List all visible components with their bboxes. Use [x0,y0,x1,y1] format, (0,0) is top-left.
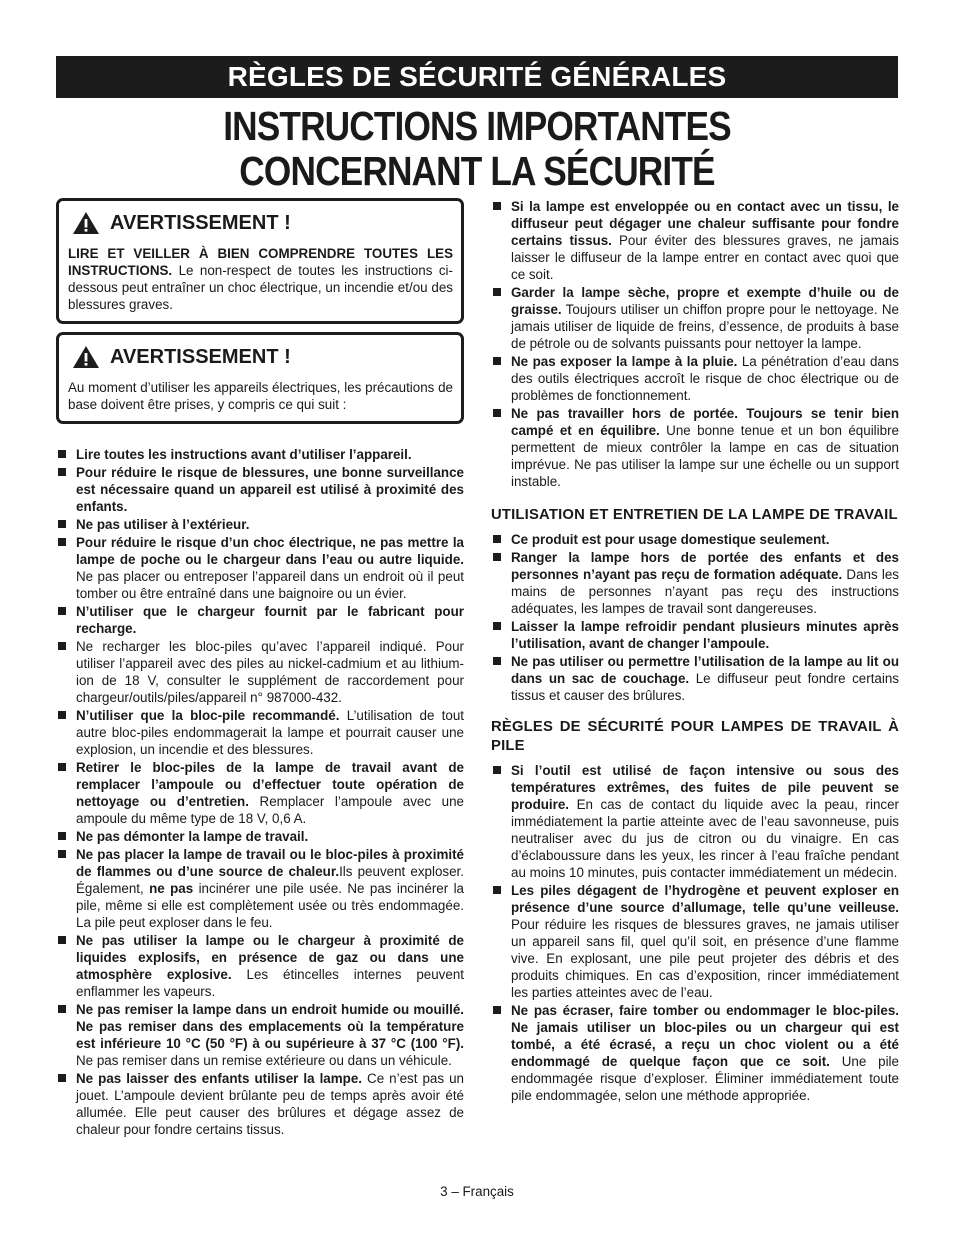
warning-text: Au moment d’utiliser les appareils électriques, les précautions de base doivent être prises, y compris ce qui suit : [68,380,453,412]
warning-heading-text: AVERTISSEMENT ! [110,346,291,368]
list-item: Si la lampe est enveloppée ou en contact avec un tissu, le diffuseur peut dégager une chaleur suffisante pour fondre certains tissus. Pour éviter des blessures graves, ne jamais laisser le diffuseur de la lampe entrer en contact avec quoi que ce soit. [491,198,899,283]
list-item: Si l’outil est utilisé de façon intensive ou sous des températures extrêmes, des fuites de pile peuvent se produire. En cas de contact du liquide avec la peau, rincer immédiatement la partie atteinte avec de l’eau savonneuse, puis neutraliser avec du jus de citron ou du vinaigre. En cas d’éclaboussure dans les yeux, les rincer à l’eau fraîche pendant au moins 10 minutes, puis contacter immédiatement un médecin. [491,762,899,881]
list-item: Ne pas utiliser ou permettre l’utilisation de la lampe au lit ou dans un sac de couchage. Le diffuseur peut fondre certains tissus et causer des brûlures. [491,653,899,704]
list-item: Ne pas utiliser à l’extérieur. [56,516,464,533]
list-item: N’utiliser que la bloc-pile recommandé. L’utilisation de tout autre bloc-piles endommagerait la lampe et pourrait causer une explosion, un incendie et des blessures. [56,707,464,758]
left-column [56,198,464,1139]
list-item: Laisser la lampe refroidir pendant plusieurs minutes après l’utilisation, avant de changer l’ampoule. [491,618,899,652]
warning-box-1 [56,198,464,324]
warning-heading [72,211,453,235]
warning-heading-text: AVERTISSEMENT ! [110,212,291,234]
list-item: Pour réduire le risque de blessures, une bonne surveillance est nécessaire quand un appareil est utilisé à proximité des enfants. [56,464,464,515]
title-line-1: INSTRUCTIONS IMPORTANTES [223,103,731,149]
list-item: Retirer le bloc-piles de la lampe de travail avant de remplacer l’ampoule ou d’effectuer toute opération de nettoyage ou d’entretien. Remplacer l’ampoule avec une ampoule du même type de 18 V, 0,6 A. [56,759,464,827]
left-bullet-list [56,446,464,1138]
section-heading-battery: RÈGLES DE SÉCURITÉ POUR LAMPES DE TRAVAIL À PILE [491,719,899,754]
warning-text [68,245,453,313]
right-bullet-list [491,198,899,490]
list-item: Pour réduire le risque d’un choc électrique, ne pas mettre la lampe de poche ou le chargeur dans l’eau ou autre liquide. Ne pas placer ou entreposer l’appareil dans un endroit où il peut tomber ou être entraîné dans une baignoire ou un évier. [56,534,464,602]
list-item: Ranger la lampe hors de portée des enfants et des personnes n’ayant pas reçu de formation adéquate. Dans les mains de personnes n’ayant pas reçu des instructions adéquates, les lampes de travail sont dangereuses. [491,549,899,617]
section-banner: RÈGLES DE SÉCURITÉ GÉNÉRALES [56,56,898,98]
list-item: Ne pas écraser, faire tomber ou endommager le bloc-piles. Ne jamais utiliser un bloc-piles ou un chargeur qui est tombé, a été écrasé, a reçu un choc violent ou a été endommagé de quelque façon que ce soit. Une pile endommagée risque d’exploser. Éliminer immédiatement toute pile endommagée, selon une méthode appropriée. [491,1002,899,1104]
use-bullet-list [491,531,899,704]
warning-body-text: Le non-respect de toutes les instructions ci-dessous peut entraîner un choc électrique, un incendie et/ou des blessures graves. [68,263,453,312]
list-item: Ne pas placer la lampe de travail ou le bloc-piles à proximité de flammes ou d’une source de chaleur.Ils peuvent exploser. Également, ne pas incinérer une pile usée. Ne pas incinérer la pile, même si elle est complètement usée ou très endommagée. La pile peut exploser dans le feu. [56,846,464,931]
list-item: Ne pas utiliser la lampe ou le chargeur à proximité de liquides explosifs, en présence de gaz ou dans une atmosphère explosive. Les étincelles internes peuvent enflammer les vapeurs. [56,932,464,1000]
warning-bold-text: LIRE ET VEILLER À BIEN COMPRENDRE TOUTES LES INSTRUCTIONS. [68,246,453,278]
list-item: Ce produit est pour usage domestique seulement. [491,531,899,548]
list-item: Ne pas exposer la lampe à la pluie. La pénétration d’eau dans des outils électriques accroît le risque de choc électrique ou de problèmes de fonctionnement. [491,353,899,404]
right-column [491,198,899,1105]
list-item: Les piles dégagent de l’hydrogène et peuvent exploser en présence d’une source d’allumage, telle qu’une veilleuse. Pour réduire les risques de blessures graves, ne jamais utiliser un appareil sans fil, quel qu’il soit, en présence d’une flamme vive. En explosant, une pile peut projeter des débris et des produits chimiques. En cas d’exposition, rincer immédiatement les parties atteintes avec de l’eau. [491,882,899,1001]
list-item: Lire toutes les instructions avant d’utiliser l’appareil. [56,446,464,463]
title-line-2: CONCERNANT LA SÉCURITÉ [239,148,715,194]
list-item: Ne pas travailler hors de portée. Toujours se tenir bien campé et en équilibre. Une bonne tenue et un bon équilibre permettent de mieux contrôler la lampe en cas de situation imprévue. Ne pas utiliser la lampe sur une échelle ou un support instable. [491,405,899,490]
warning-heading [72,345,453,369]
list-item: Ne pas démonter la lampe de travail. [56,828,464,845]
warning-triangle-icon [72,211,100,235]
list-item: Ne recharger les bloc-piles qu’avec l’appareil indiqué. Pour utiliser l’appareil avec des piles au nickel-cadmium et au lithium-ion de 18 V, consulter le supplément de raccordement pour chargeur/outils/piles/appareil n° 987000-432. [56,638,464,706]
list-item: N’utiliser que le chargeur fournit par le fabricant pour recharge. [56,603,464,637]
list-item: Ne pas remiser la lampe dans un endroit humide ou mouillé. Ne pas remiser dans des emplacements où la température est inférieure 10 °C (50 °F) à ou supérieure à 37 °C (100 °F). Ne pas remiser dans un remise extérieure ou dans un véhicule. [56,1001,464,1069]
page-title [56,104,898,194]
list-item: Ne pas laisser des enfants utiliser la lampe. Ce n’est pas un jouet. L’ampoule devient brûlante peu de temps après avoir été allumée. Elle peut causer des brûlures et dégage assez de chaleur pour fondre certains tissus. [56,1070,464,1138]
list-item: Garder la lampe sèche, propre et exempte d’huile ou de graisse. Toujours utiliser un chiffon propre pour le nettoyage. Ne jamais utiliser de liquide de freins, d’essence, de produits à base de pétrole ou de solvants puissants pour nettoyer la lampe. [491,284,899,352]
battery-bullet-list [491,762,899,1104]
section-heading-use: UTILISATION ET ENTRETIEN DE LA LAMPE DE TRAVAIL [491,507,898,523]
warning-triangle-icon [72,345,100,369]
page-footer: 3 – Français [440,1184,514,1199]
warning-box-2 [56,332,464,424]
